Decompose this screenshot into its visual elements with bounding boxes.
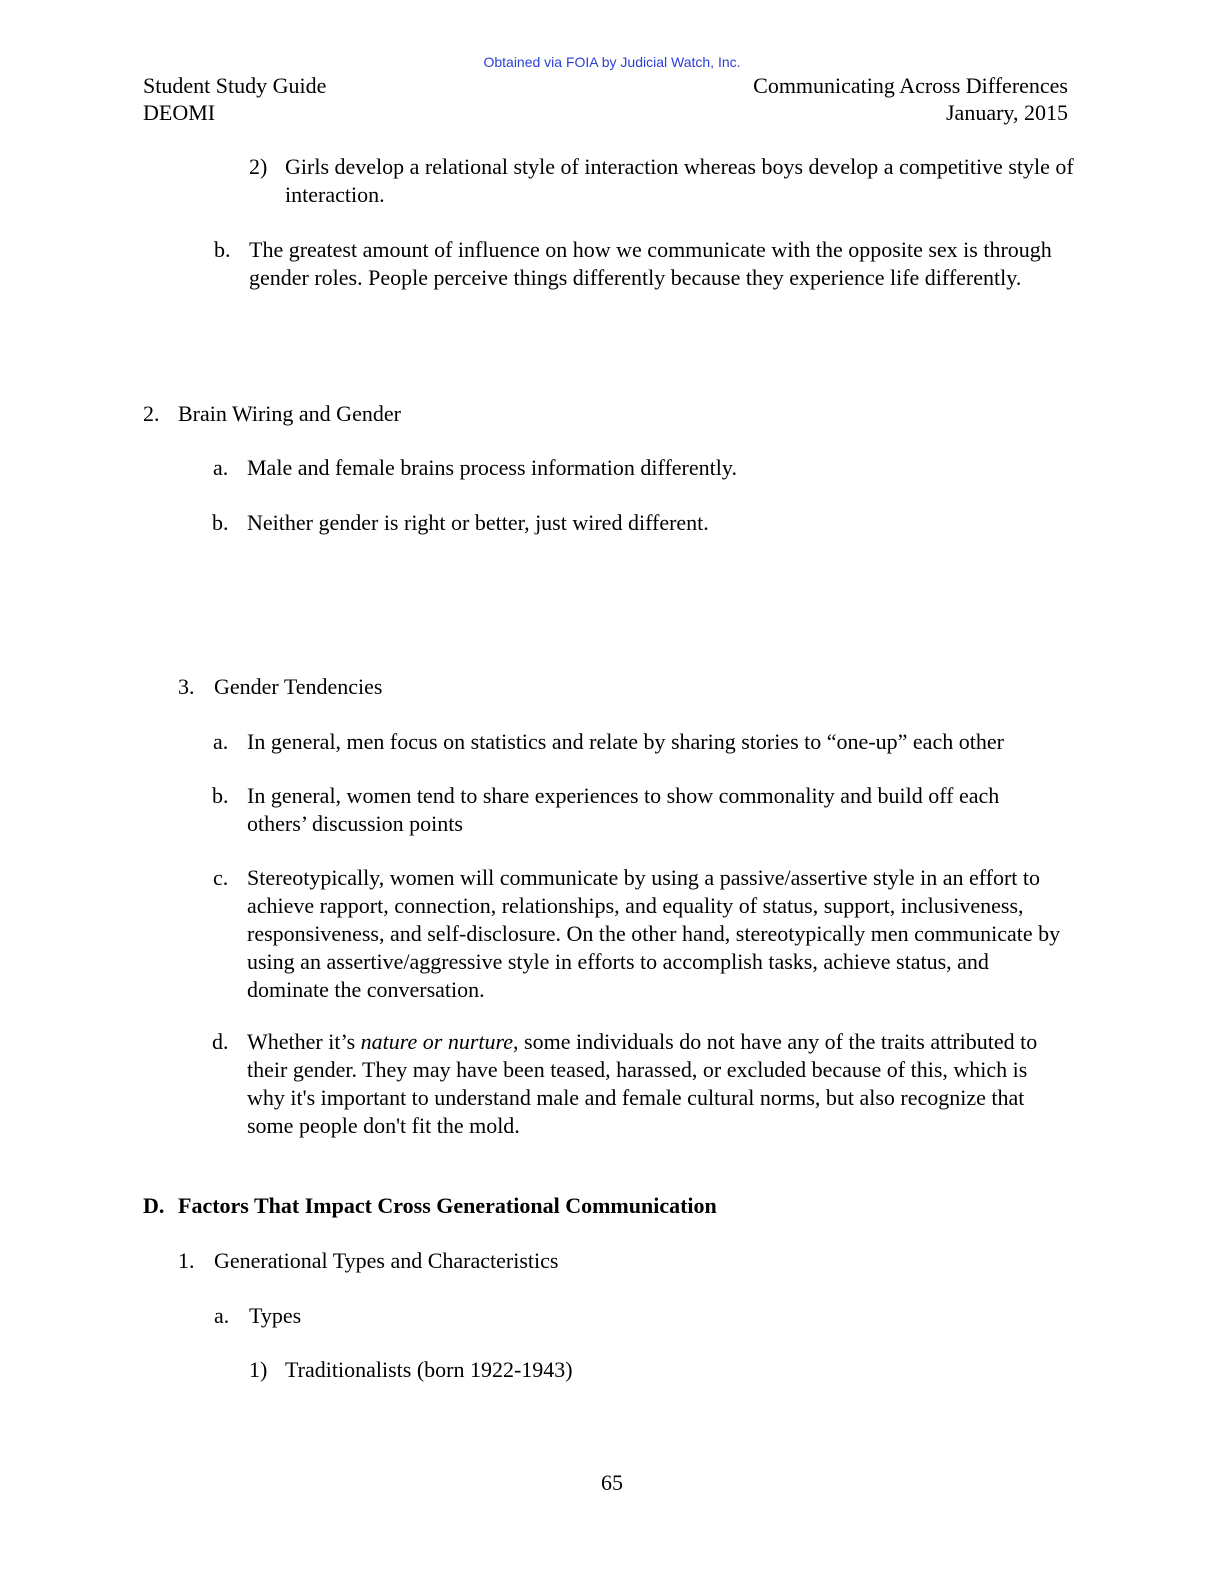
list-item-text: Neither gender is right or better, just wired different. (247, 510, 709, 535)
list-marker: d. (212, 1029, 229, 1054)
header-right (753, 72, 1068, 126)
list-item-text (247, 1028, 1067, 1140)
list-marker: a. (213, 455, 229, 480)
section-heading: Brain Wiring and Gender (178, 401, 401, 426)
list-marker: b. (214, 237, 231, 262)
list-item-text: Girls develop a relational style of interaction whereas boys develop a competitive style of interaction. (285, 154, 1074, 207)
header-left (143, 72, 326, 126)
section-heading: Generational Types and Characteristics (214, 1248, 559, 1273)
section-title: Factors That Impact Cross Generational Communication (178, 1193, 717, 1218)
list-marker: 1) (249, 1357, 268, 1382)
header-course-title: Communicating Across Differences (753, 73, 1068, 98)
list-marker: b. (212, 783, 229, 808)
foia-watermark: Obtained via FOIA by Judicial Watch, Inc. (483, 54, 741, 70)
list-marker: a. (214, 1303, 230, 1328)
section-marker: 2. (143, 401, 160, 426)
list-item-text: The greatest amount of influence on how we communicate with the opposite sex is through gender roles. People perceive things differently because they experience life differently. (249, 237, 1052, 290)
section-marker: D. (143, 1193, 165, 1218)
list-marker: a. (213, 729, 229, 754)
list-item-text: In general, men focus on statistics and relate by sharing stories to “one-up” each other (247, 729, 1004, 754)
section-marker: 3. (178, 674, 195, 699)
section-heading: Gender Tendencies (214, 674, 383, 699)
list-item-text: Traditionalists (born 1922-1943) (285, 1357, 573, 1382)
header-date: January, 2015 (946, 100, 1068, 125)
header-guide-title: Student Study Guide (143, 73, 327, 98)
list-marker: b. (212, 510, 229, 535)
list-item-text: Male and female brains process information differently. (247, 455, 737, 480)
list-item-text-start: Whether it’s (247, 1029, 361, 1054)
list-item-text: Types (249, 1303, 302, 1328)
header-organization: DEOMI (143, 100, 216, 125)
emphasis-text: nature or nurture (360, 1029, 514, 1054)
list-item-text: In general, women tend to share experiences to show commonality and build off each others’ discussion points (247, 783, 1000, 836)
list-item-text: Stereotypically, women will communicate by using a passive/assertive style in an effort to achieve rapport, connection, relationships, and equality of status, support, inclusiveness, responsiveness, and self-disclosure. On the other hand, stereotypically men communicate by using an assertive/aggressive style in efforts to accomplish tasks, achieve status, and dominate the conversation. (247, 865, 1061, 1002)
list-item-text-rest: , some individuals do not have any of the traits attributed to their gender. They may have been teased, harassed, or excluded because of this, which is why it's important to understand male and female cultural norms, but also recognize that some people don't fit the mold. (247, 1029, 1038, 1138)
section-marker: 1. (178, 1248, 195, 1273)
list-marker: c. (213, 865, 229, 890)
page-number: 65 (601, 1470, 623, 1495)
list-marker: 2) (249, 154, 268, 179)
